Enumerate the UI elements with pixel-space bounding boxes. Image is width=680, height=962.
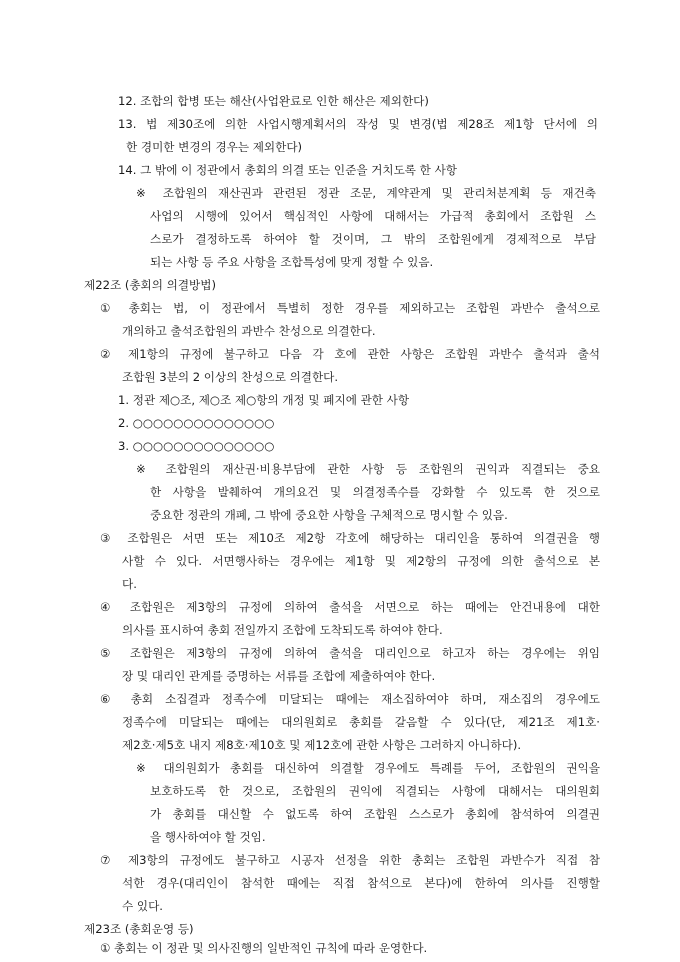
art22-line: 2. ○○○○○○○○○○○○○○ <box>118 416 275 430</box>
art22-line: 3. ○○○○○○○○○○○○○○ <box>118 439 275 453</box>
art23-line: ① 총회는 이 정관 및 의사진행의 일반적인 규칙에 따라 운영한다. <box>100 941 428 955</box>
art22-line: 사할 수 있다. 서면행사하는 경우에는 제1항 및 제2항의 규정에 의한 출석으로 본 <box>122 554 600 568</box>
article-22-heading: 제22조 (총회의 의결방법) <box>84 278 216 292</box>
art22-line: 다. <box>122 577 137 591</box>
art22-line: ⑤ 조합원은 제3항의 규정에 의하여 출석을 대리인으로 하고자 하는 경우에는 위임 <box>100 646 600 660</box>
item-14: 14. 그 밖에 이 정관에서 총회의 의결 또는 인준을 거치도록 한 사항 <box>118 163 457 177</box>
art22-note-line: ※ 조합원의 재산권·비용부담에 관한 사항 등 조합원의 권익과 직결되는 중요 <box>136 462 600 476</box>
article-23-heading: 제23조 (총회운영 등) <box>84 922 194 936</box>
note-1-line-4: 되는 사항 등 주요 사항을 조합특성에 맞게 정할 수 있음. <box>150 255 434 269</box>
art22-note-line: 가 총회를 대신할 수 없도록 하여 조합원 스스로가 총회에 참석하여 의결권 <box>150 807 600 821</box>
art22-line: 의사를 표시하여 총회 전일까지 조합에 도착되도록 하여야 한다. <box>122 623 443 637</box>
art22-line: ② 제1항의 규정에 불구하고 다음 각 호에 관한 사항은 조합원 과반수 출석과 출석 <box>100 347 600 361</box>
art22-line: ⑦ 제3항의 규정에도 불구하고 시공자 선정을 위한 총회는 조합원 과반수가 직접 참 <box>100 853 600 867</box>
note-1-line-3: 스로가 결정하도록 하여야 할 것이며, 그 밖의 조합원에게 경제적으로 부담 <box>150 232 596 246</box>
art22-line: 조합원 3분의 2 이상의 찬성으로 의결한다. <box>122 370 339 384</box>
art22-line: ③ 조합원은 서면 또는 제10조 제2항 각호에 해당하는 대리인을 통하여 의결권을 행 <box>100 531 600 545</box>
art22-line: 수 있다. <box>122 899 163 913</box>
art22-line: 장 및 대리인 관계를 증명하는 서류를 조합에 제출하여야 한다. <box>122 669 436 683</box>
art22-line: ⑥ 총회 소집결과 정족수에 미달되는 때에는 재소집하여야 하며, 재소집의 경우에도 <box>100 692 600 706</box>
art22-note-line: 한 사항을 발췌하여 개의요건 및 의결정족수를 강화할 수 있도록 한 것으로 <box>150 485 600 499</box>
item-13-cont: 한 경미한 변경의 경우는 제외한다) <box>126 140 303 154</box>
art22-note-line: ※ 대의원회가 총회를 대신하여 의결할 경우에도 특례를 두어, 조합원의 권익을 <box>136 761 600 775</box>
item-12: 12. 조합의 합병 또는 해산(사업완료로 인한 해산은 제외한다) <box>118 94 429 108</box>
art22-line: 개의하고 출석조합원의 과반수 찬성으로 의결한다. <box>122 324 376 338</box>
art22-line: ④ 조합원은 제3항의 규정에 의하여 출석을 서면으로 하는 때에는 안건내용에 대한 <box>100 600 600 614</box>
art22-line: 1. 정관 제○조, 제○조 제○항의 개정 및 폐지에 관한 사항 <box>118 393 410 407</box>
note-1-line-2: 사업의 시행에 있어서 핵심적인 사항에 대해서는 가급적 총회에서 조합원 스 <box>150 209 596 223</box>
art22-line: 제2호·제5호 내지 제8호·제10호 및 제12호에 관한 사항은 그러하지 아니하다). <box>122 738 522 752</box>
art22-line: 석한 경우(대리인이 참석한 때에는 직접 참석으로 본다)에 한하여 의사를 진행할 <box>122 876 600 890</box>
art22-note-line: 을 행사하여야 할 것임. <box>150 830 266 844</box>
note-1-line-1: ※ 조합원의 재산권과 관련된 정관 조문, 계약관계 및 관리처분계획 등 재건축 <box>136 186 596 200</box>
art22-line: ① 총회는 법, 이 정관에서 특별히 정한 경우를 제외하고는 조합원 과반수 출석으로 <box>100 301 600 315</box>
art22-note-line: 중요한 정관의 개폐, 그 밖에 중요한 사항을 구체적으로 명시할 수 있음. <box>150 508 508 522</box>
item-13: 13. 법 제30조에 의한 사업시행계획서의 작성 및 변경(법 제28조 제1항 단서에 의 <box>118 117 598 131</box>
art22-note-line: 보호하도록 한 것으로, 조합원의 권익에 직결되는 사항에 대해서는 대의원회 <box>150 784 600 798</box>
art22-line: 정족수에 미달되는 때에는 대의원회로 총회를 갈음할 수 있다(단, 제21조 제1호· <box>122 715 600 729</box>
